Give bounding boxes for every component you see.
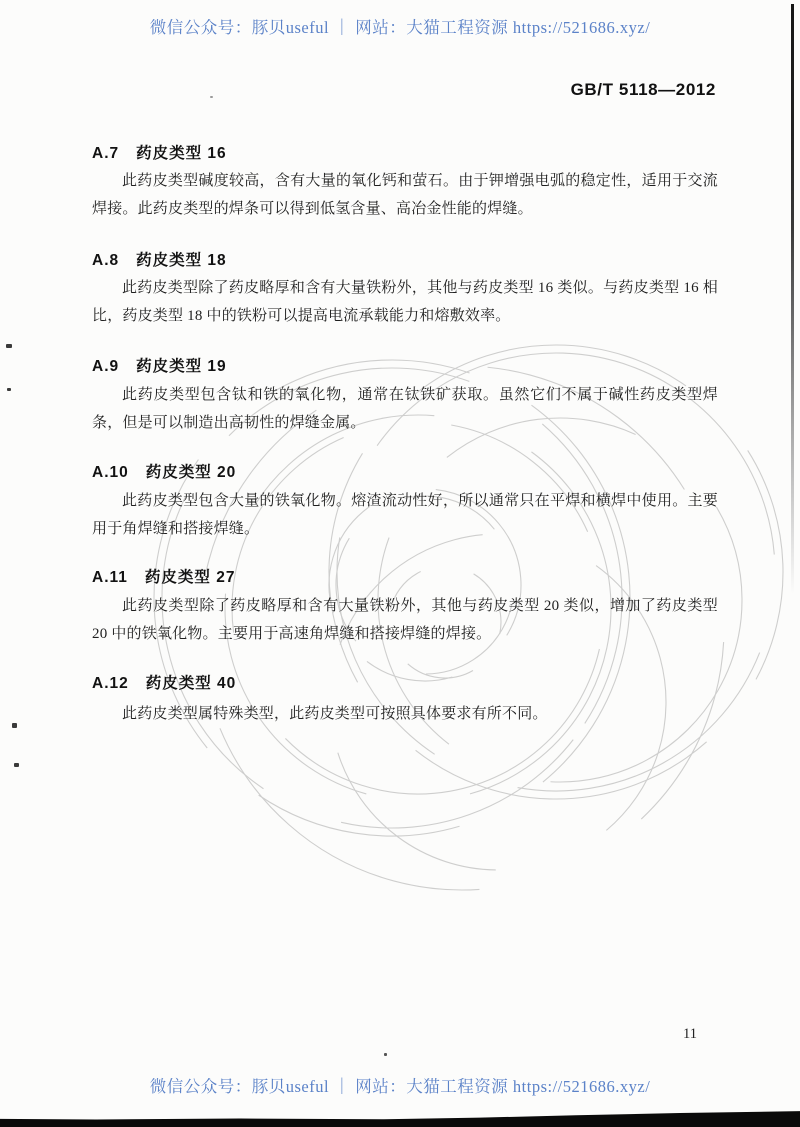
section-paragraph-a9: 此药皮类型包含钛和铁的氧化物，通常在钛铁矿获取。虽然它们不属于碱性药皮类型焊条，但是可以制造出高韧性的焊缝金属。 — [92, 387, 718, 431]
section-paragraph-a11: 此药皮类型除了药皮略厚和含有大量铁粉外，其他与药皮类型 20 类似，增加了药皮类型 20 中的铁氧化物。主要用于高速角焊缝和搭接焊缝的焊接。 — [92, 598, 718, 642]
section-paragraph-a12: 此药皮类型属特殊类型，此药皮类型可按照具体要求有所不同。 — [122, 706, 548, 722]
section-paragraph-a8: 此药皮类型除了药皮略厚和含有大量铁粉外，其他与药皮类型 16 类似。与药皮类型 16 相比，药皮类型 18 中的铁粉可以提高电流承载能力和熔敷效率。 — [92, 280, 718, 324]
scan-speck — [384, 1053, 387, 1056]
section-title: 药皮类型 40 — [145, 675, 237, 692]
section-number: A.12 — [92, 675, 129, 692]
scan-speck — [12, 723, 17, 728]
section-paragraph-a7: 此药皮类型碱度较高，含有大量的氧化钙和萤石。由于钾增强电弧的稳定性，适用于交流焊接。此药皮类型的焊条可以得到低氢含量、高冶金性能的焊缝。 — [92, 173, 718, 217]
scan-speck — [14, 763, 19, 767]
section-heading-a7 — [92, 141, 718, 163]
section-number: A.10 — [92, 464, 129, 481]
document-number: GB/T 5118—2012 — [570, 80, 716, 99]
section-heading-a9 — [92, 354, 718, 376]
section-number: A.8 — [92, 252, 120, 269]
section-title: 药皮类型 27 — [144, 569, 236, 586]
section-number: A.9 — [92, 358, 120, 375]
section-title: 药皮类型 16 — [136, 145, 227, 162]
scan-edge-line — [791, 4, 794, 594]
scan-speck — [7, 388, 11, 391]
section-number: A.7 — [92, 145, 120, 162]
section-title: 药皮类型 20 — [145, 464, 237, 481]
section-title: 药皮类型 19 — [136, 358, 227, 375]
section-heading-a11 — [92, 565, 718, 587]
page-number: 11 — [683, 1026, 697, 1042]
section-heading-a10 — [92, 460, 718, 482]
section-paragraph-a10: 此药皮类型包含大量的铁氧化物。熔渣流动性好，所以通常只在平焊和横焊中使用。主要用于角焊缝和搭接焊缝。 — [92, 493, 718, 537]
scan-speck — [6, 344, 12, 348]
section-title: 药皮类型 18 — [136, 252, 227, 269]
scan-bottom-bar — [0, 1109, 800, 1127]
section-heading-a8 — [92, 248, 718, 270]
section-number: A.11 — [92, 569, 128, 586]
section-heading-a12 — [92, 671, 718, 693]
top-watermark-text: 微信公众号：豚贝useful ｜ 网站：大猫工程资源 https://521686.xyz/ — [149, 18, 651, 37]
scan-speck — [210, 96, 213, 98]
bottom-watermark-text: 微信公众号：豚贝useful ｜ 网站：大猫工程资源 https://521686.xyz/ — [149, 1077, 651, 1096]
